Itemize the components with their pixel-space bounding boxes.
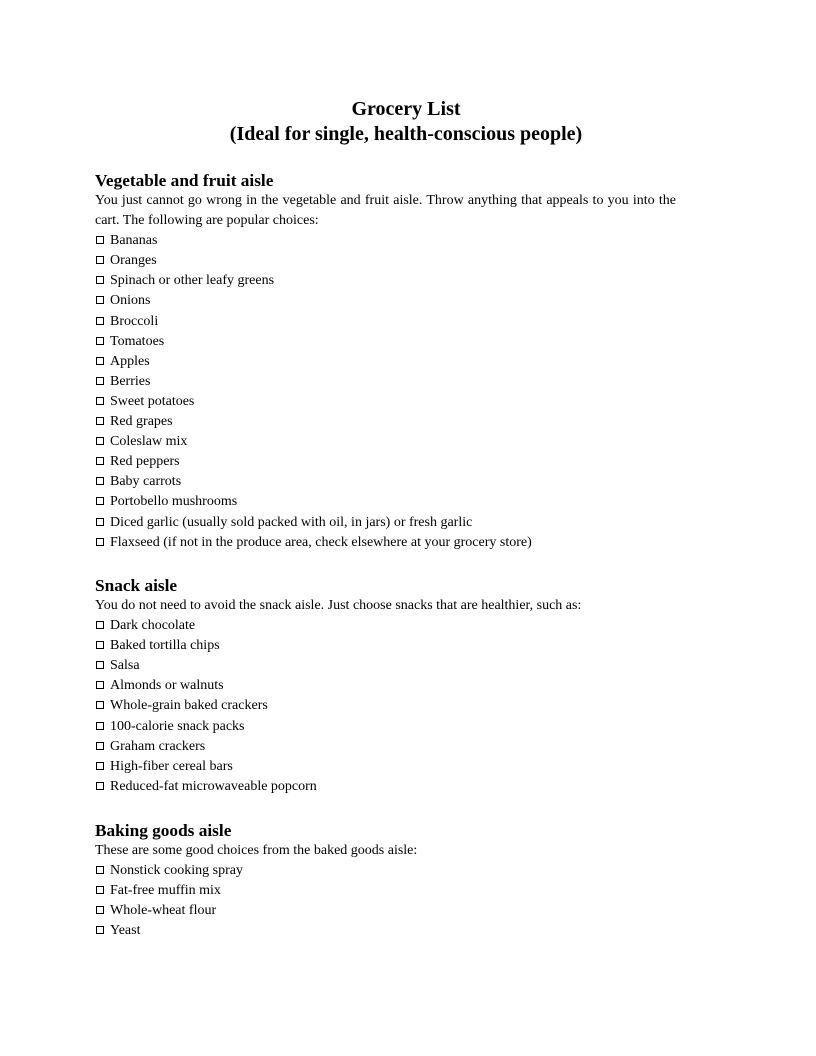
checklist-item-label: High-fiber cereal bars — [110, 758, 233, 774]
checklist-item — [95, 777, 676, 797]
checklist-item — [95, 636, 676, 656]
checklist-item-label: Onions — [110, 293, 151, 309]
checklist-item-label: Red peppers — [110, 454, 180, 470]
checklist-item-label: Flaxseed (if not in the produce area, check elsewhere at your grocery store) — [110, 534, 532, 550]
checkbox-icon — [96, 621, 104, 629]
checklist-item — [95, 921, 676, 941]
checklist-item — [95, 616, 676, 636]
checkbox-icon — [96, 317, 104, 325]
checklist-item-label: Tomatoes — [110, 333, 165, 349]
checklist-item — [95, 392, 676, 412]
checkbox-icon — [96, 457, 104, 465]
checklist-item — [95, 291, 676, 311]
checkbox-icon — [96, 906, 104, 914]
checklist-item — [95, 676, 676, 696]
checklist-item-label: Baby carrots — [110, 474, 182, 490]
checklist-item — [95, 271, 676, 291]
checklist-item — [95, 231, 676, 251]
checklist-item — [95, 452, 676, 472]
checklist-item-label: Portobello mushrooms — [110, 494, 238, 510]
section-heading: Vegetable and fruit aisle — [95, 171, 274, 190]
checkbox-icon — [96, 722, 104, 730]
checkbox-icon — [96, 681, 104, 689]
checklist-item-label: Baked tortilla chips — [110, 638, 220, 654]
checkbox-icon — [96, 477, 104, 485]
checklist-item — [95, 881, 676, 901]
checkbox-icon — [96, 256, 104, 264]
checkbox-icon — [96, 886, 104, 894]
checklist-item-label: Whole-wheat flour — [110, 903, 217, 919]
checkbox-icon — [96, 661, 104, 669]
checkbox-icon — [96, 296, 104, 304]
checklist-item — [95, 717, 676, 737]
checklist-item — [95, 757, 676, 777]
checklist-item — [95, 432, 676, 452]
checkbox-icon — [96, 762, 104, 770]
checkbox-icon — [96, 397, 104, 405]
checklist-item-label: Sweet potatoes — [110, 393, 195, 409]
title-block — [0, 97, 812, 147]
checkbox-icon — [96, 538, 104, 546]
checkbox-icon — [96, 337, 104, 345]
checkbox-icon — [96, 357, 104, 365]
checklist-item-label: Red grapes — [110, 414, 173, 430]
checklist-item-label: Spinach or other leafy greens — [110, 273, 275, 289]
checkbox-icon — [96, 437, 104, 445]
checkbox-icon — [96, 782, 104, 790]
document-subtitle: (Ideal for single, health-conscious people) — [229, 123, 583, 145]
section-baking-goods — [95, 820, 676, 941]
checklist-item — [95, 312, 676, 332]
checkbox-icon — [96, 926, 104, 934]
checkbox-icon — [96, 417, 104, 425]
checkbox-icon — [96, 701, 104, 709]
checkbox-icon — [96, 866, 104, 874]
section-intro: You do not need to avoid the snack aisle. Just choose snacks that are healthier, such as: — [95, 598, 582, 613]
section-intro: These are some good choices from the baked goods aisle: — [95, 843, 418, 858]
checklist-item — [95, 656, 676, 676]
checklist-item — [95, 372, 676, 392]
checklist-item — [95, 332, 676, 352]
checklist-item-label: Fat-free muffin mix — [110, 883, 221, 899]
section-snack — [95, 575, 676, 797]
checklist-item-label: Coleslaw mix — [110, 434, 188, 450]
checklist — [95, 861, 676, 941]
checkbox-icon — [96, 497, 104, 505]
checklist-item — [95, 696, 676, 716]
section-heading: Baking goods aisle — [95, 821, 232, 840]
checklist-item-label: Almonds or walnuts — [110, 678, 224, 694]
checklist-item — [95, 533, 676, 553]
section-intro: You just cannot go wrong in the vegetable and fruit aisle. Throw anything that appeals to you into the cart. The following are popular choices: — [95, 193, 676, 229]
checklist-item-label: Bananas — [110, 233, 158, 249]
checklist-item — [95, 352, 676, 372]
checklist-item-label: Yeast — [110, 923, 141, 939]
checklist-item-label: Oranges — [110, 253, 157, 269]
checklist-item — [95, 251, 676, 271]
checklist — [95, 231, 676, 553]
checklist-item — [95, 492, 676, 512]
checkbox-icon — [96, 276, 104, 284]
checkbox-icon — [96, 641, 104, 649]
section-vegetable-fruit — [95, 170, 676, 553]
checklist-item-label: Whole-grain baked crackers — [110, 698, 268, 714]
document-title: Grocery List — [351, 98, 461, 120]
checklist-item — [95, 901, 676, 921]
checklist-item-label: Apples — [110, 353, 150, 369]
checklist-item-label: Reduced-fat microwaveable popcorn — [110, 778, 317, 794]
checklist-item-label: Diced garlic (usually sold packed with oil, in jars) or fresh garlic — [110, 514, 473, 530]
checklist-item-label: Nonstick cooking spray — [110, 863, 243, 879]
checklist-item — [95, 513, 676, 533]
checkbox-icon — [96, 236, 104, 244]
checklist-item-label: 100-calorie snack packs — [110, 718, 245, 734]
checkbox-icon — [96, 518, 104, 526]
checklist — [95, 616, 676, 797]
checklist-item — [95, 412, 676, 432]
checklist-item-label: Graham crackers — [110, 738, 206, 754]
checklist-item — [95, 737, 676, 757]
checklist-item-label: Dark chocolate — [110, 618, 196, 634]
checklist-item-label: Salsa — [110, 658, 140, 674]
checkbox-icon — [96, 742, 104, 750]
checklist-item-label: Berries — [110, 373, 151, 389]
checklist-item-label: Broccoli — [110, 313, 159, 329]
checklist-item — [95, 472, 676, 492]
checklist-item — [95, 861, 676, 881]
checkbox-icon — [96, 377, 104, 385]
section-heading: Snack aisle — [95, 576, 178, 595]
